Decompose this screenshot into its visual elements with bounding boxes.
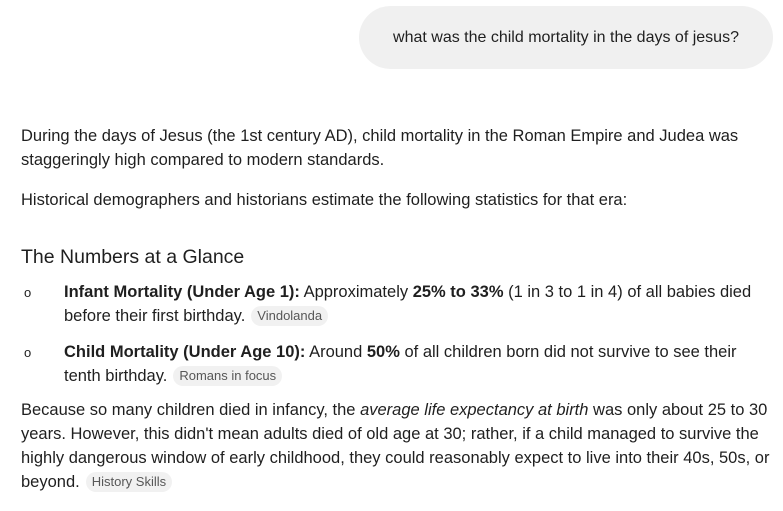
closing-text-pre: Because so many children died in infancy, the	[21, 401, 361, 419]
closing-emphasis: average life expectancy at birth	[360, 401, 589, 419]
item-value: 25% to 33%	[412, 283, 504, 301]
user-message-bubble	[359, 6, 773, 69]
statistics-list	[21, 280, 773, 388]
section-heading: The Numbers at a Glance	[21, 246, 245, 268]
item-text-pre: Around	[305, 343, 367, 361]
source-chip-romans-in-focus[interactable]: Romans in focus	[173, 366, 282, 386]
item-label: Child Mortality (Under Age 10):	[64, 343, 306, 361]
item-label: Infant Mortality (Under Age 1):	[64, 283, 300, 301]
closing-text-post: was only about 25 to 30 years. However, this didn't mean adults died of old age at 30; rather, if a child managed to survive the highly dangerous window of early childhood, they could reasonably expect to live into their 40s, 50s, or beyond.	[21, 401, 770, 491]
source-chip-vindolanda[interactable]: Vindolanda	[251, 306, 328, 326]
list-item-infant-mortality	[21, 280, 773, 328]
response-closing-paragraph	[21, 398, 773, 494]
response-historians-note: Historical demographers and historians estimate the following statistics for that era:	[21, 191, 628, 209]
source-chip-history-skills[interactable]: History Skills	[86, 472, 172, 492]
response-intro: During the days of Jesus (the 1st century AD), child mortality in the Roman Empire and Judea was staggeringly high compared to modern standards.	[21, 127, 739, 169]
assistant-response	[21, 124, 773, 494]
bullet-marker: o	[24, 345, 32, 360]
list-item-child-mortality	[21, 340, 773, 388]
user-message-text: what was the child mortality in the days of jesus?	[393, 28, 739, 46]
bullet-marker: o	[24, 285, 32, 300]
item-text-post: (1 in 3 to 1 in 4) of all babies died before their first birthday.	[64, 283, 752, 325]
item-text-pre: Approximately	[299, 283, 413, 301]
item-value: 50%	[366, 343, 400, 361]
item-text-post: of all children born did not survive to see their tenth birthday.	[64, 343, 737, 385]
